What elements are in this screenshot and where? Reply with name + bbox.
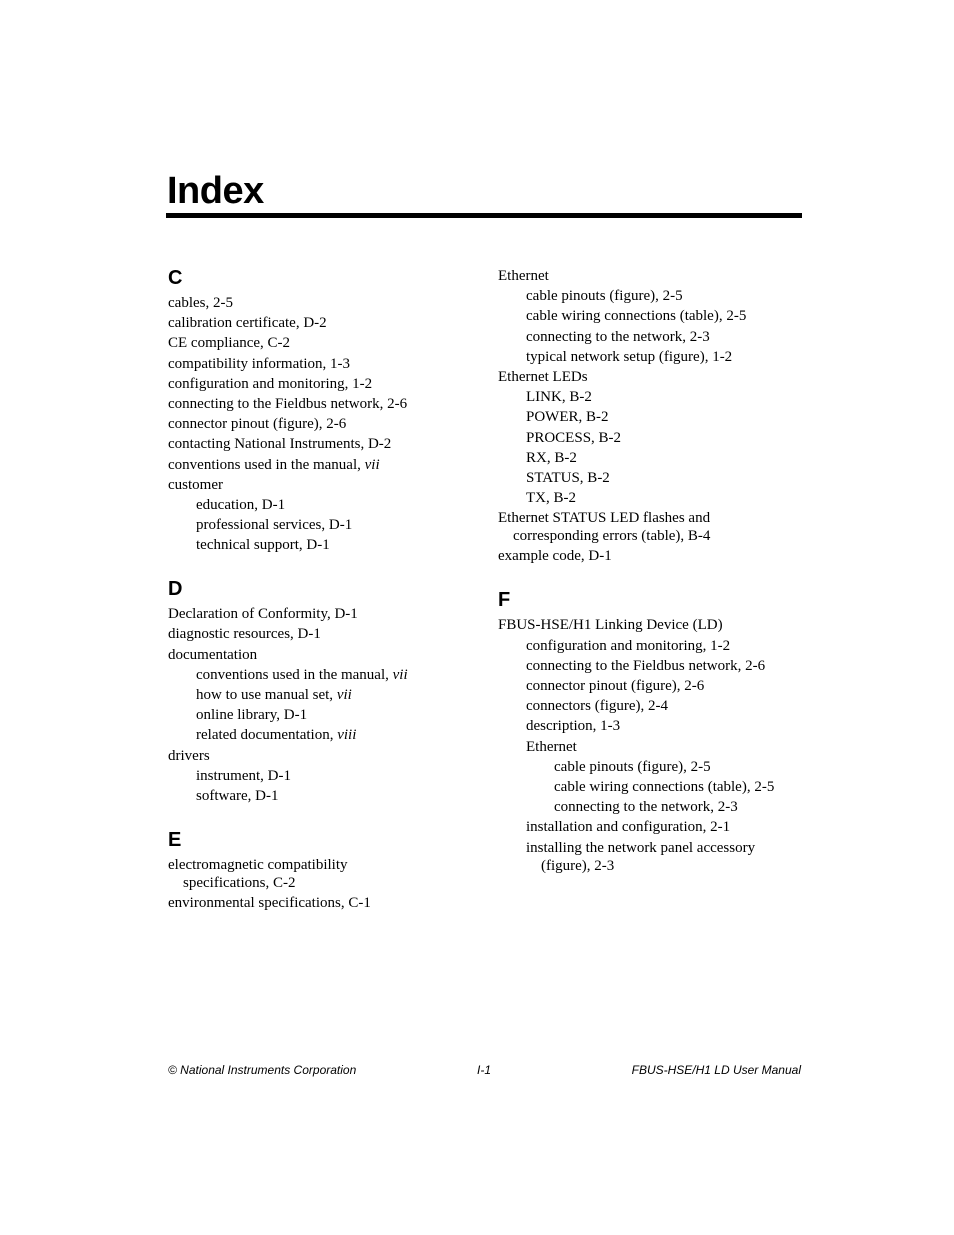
index-entry <box>498 388 808 406</box>
entry-text: connecting to the network, 2-3 <box>554 799 738 816</box>
index-entry <box>168 726 478 744</box>
entry-text: connecting to the Fieldbus network, 2-6 <box>168 395 408 412</box>
entry-page-ref: vii <box>336 687 352 703</box>
index-entry <box>498 657 808 675</box>
index-entry <box>498 697 808 715</box>
entry-text: Ethernet <box>498 268 549 284</box>
entry-continuation: specifications, C-2 <box>183 874 296 891</box>
index-entry <box>498 778 808 796</box>
index-entry <box>168 435 478 453</box>
entry-text: online library, D-1 <box>196 707 308 724</box>
index-entry <box>498 509 808 545</box>
entry-text: conventions used in the manual, <box>196 666 393 683</box>
entry-text: environmental specifications, C-1 <box>168 895 371 912</box>
entry-text: configuration and monitoring, 1-2 <box>168 375 373 392</box>
index-entry <box>498 489 808 507</box>
entry-text: calibration certificate, D-2 <box>168 315 327 332</box>
index-entry <box>498 637 808 655</box>
entry-text: Ethernet <box>526 738 577 755</box>
entry-text: Ethernet LEDs <box>498 368 588 385</box>
index-entry <box>498 429 808 447</box>
entry-page-ref: vii <box>392 666 408 683</box>
entry-text: instrument, D-1 <box>196 767 291 784</box>
entry-text: typical network setup (figure), 1-2 <box>526 348 733 365</box>
index-entry <box>168 536 478 554</box>
entry-text: contacting National Instruments, D-2 <box>168 436 392 453</box>
index-entry <box>168 395 478 413</box>
entry-text: conventions used in the manual, <box>168 456 365 473</box>
section-letter: E <box>168 828 182 851</box>
index-entry <box>168 375 478 393</box>
index-entry <box>498 267 808 285</box>
entry-text: CE compliance, C-2 <box>168 335 291 352</box>
index-section <box>168 576 478 805</box>
entry-text: Ethernet STATUS LED flashes and <box>498 510 711 527</box>
entry-text: connecting to the network, 2-3 <box>526 328 710 345</box>
entry-text: connecting to the Fieldbus network, 2-6 <box>526 657 766 674</box>
entry-text: technical support, D-1 <box>196 537 330 554</box>
entry-text: installing the network panel accessory <box>526 839 756 856</box>
entry-text: documentation <box>168 646 258 663</box>
index-entry <box>498 348 808 366</box>
entry-page-ref: viii <box>337 727 357 744</box>
index-entry <box>168 605 478 623</box>
index-entry <box>498 368 808 386</box>
index-entry <box>498 547 808 565</box>
entry-continuation: (figure), 2-3 <box>541 857 615 874</box>
index-entry <box>168 415 478 433</box>
index-entry <box>168 334 478 352</box>
index-section <box>168 827 478 912</box>
entry-text: example code, D-1 <box>498 548 612 565</box>
section-letter: D <box>168 578 183 601</box>
index-entry <box>498 717 808 735</box>
index-entry <box>168 666 478 684</box>
entry-text: cable pinouts (figure), 2-5 <box>554 758 711 775</box>
footer-page-number: I-1 <box>477 1063 492 1077</box>
index-entry <box>168 625 478 643</box>
entry-text: related documentation, <box>196 727 338 744</box>
entry-text: software, D-1 <box>196 787 279 804</box>
index-entry <box>168 747 478 765</box>
footer-manual-title: FBUS-HSE/H1 LD User Manual <box>631 1063 801 1077</box>
index-entry <box>168 787 478 805</box>
entry-text: compatibility information, 1-3 <box>168 355 351 372</box>
index-column-right <box>498 265 808 897</box>
entry-text: cables, 2-5 <box>168 295 233 311</box>
index-entry <box>498 677 808 695</box>
index-entry <box>498 616 808 634</box>
index-entry <box>498 758 808 776</box>
entry-text: customer <box>168 476 223 493</box>
entry-text: drivers <box>168 747 210 764</box>
index-entry <box>498 408 808 426</box>
index-entry <box>498 818 808 836</box>
entry-text: STATUS, B-2 <box>526 469 610 486</box>
section-letter: F <box>498 589 511 612</box>
entry-text: electromagnetic compatibility <box>168 856 348 873</box>
entry-text: connectors (figure), 2-4 <box>526 698 669 715</box>
index-entry <box>168 856 478 892</box>
entry-text: PROCESS, B-2 <box>526 429 622 446</box>
entry-text: configuration and monitoring, 1-2 <box>526 637 731 654</box>
index-entry <box>498 449 808 467</box>
page-title: Index <box>167 170 264 212</box>
entry-text: TX, B-2 <box>526 490 576 507</box>
section-letter: C <box>168 267 183 289</box>
index-entry <box>498 307 808 325</box>
index-entry <box>498 469 808 487</box>
index-entry <box>168 767 478 785</box>
entry-text: diagnostic resources, D-1 <box>168 626 321 643</box>
index-entry <box>168 355 478 373</box>
index-column-left <box>168 265 478 934</box>
index-entry <box>498 839 808 875</box>
index-entry <box>168 476 478 494</box>
footer-copyright: © National Instruments Corporation <box>168 1063 357 1077</box>
index-entry <box>498 287 808 305</box>
entry-text: LINK, B-2 <box>526 389 592 406</box>
index-section <box>498 265 808 565</box>
entry-text: description, 1-3 <box>526 718 621 735</box>
index-entry <box>168 516 478 534</box>
entry-text: cable pinouts (figure), 2-5 <box>526 288 683 305</box>
entry-text: education, D-1 <box>196 496 286 513</box>
index-entry <box>168 686 478 704</box>
entry-text: RX, B-2 <box>526 449 577 466</box>
entry-text: Declaration of Conformity, D-1 <box>168 606 358 623</box>
index-entry <box>168 894 478 912</box>
entry-page-ref: vii <box>364 456 380 473</box>
title-rule <box>166 213 802 218</box>
index-entry <box>498 738 808 756</box>
entry-text: cable wiring connections (table), 2-5 <box>526 308 747 325</box>
entry-text: connector pinout (figure), 2-6 <box>168 416 347 433</box>
index-entry <box>168 456 478 474</box>
index-entry <box>168 314 478 332</box>
index-entry <box>498 798 808 816</box>
entry-text: how to use manual set, <box>196 687 337 703</box>
entry-text: connector pinout (figure), 2-6 <box>526 678 705 694</box>
entry-text: professional services, D-1 <box>196 517 353 534</box>
index-section <box>168 265 478 554</box>
entry-continuation: corresponding errors (table), B-4 <box>513 528 711 545</box>
index-section <box>498 587 808 874</box>
entry-text: cable wiring connections (table), 2-5 <box>554 778 775 795</box>
entry-text: POWER, B-2 <box>526 409 609 426</box>
entry-text: FBUS-HSE/H1 Linking Device (LD) <box>498 617 723 634</box>
index-entry <box>168 294 478 312</box>
index-entry <box>498 328 808 346</box>
entry-text: installation and configuration, 2-1 <box>526 819 731 836</box>
index-entry <box>168 496 478 514</box>
index-entry <box>168 646 478 664</box>
index-entry <box>168 706 478 724</box>
